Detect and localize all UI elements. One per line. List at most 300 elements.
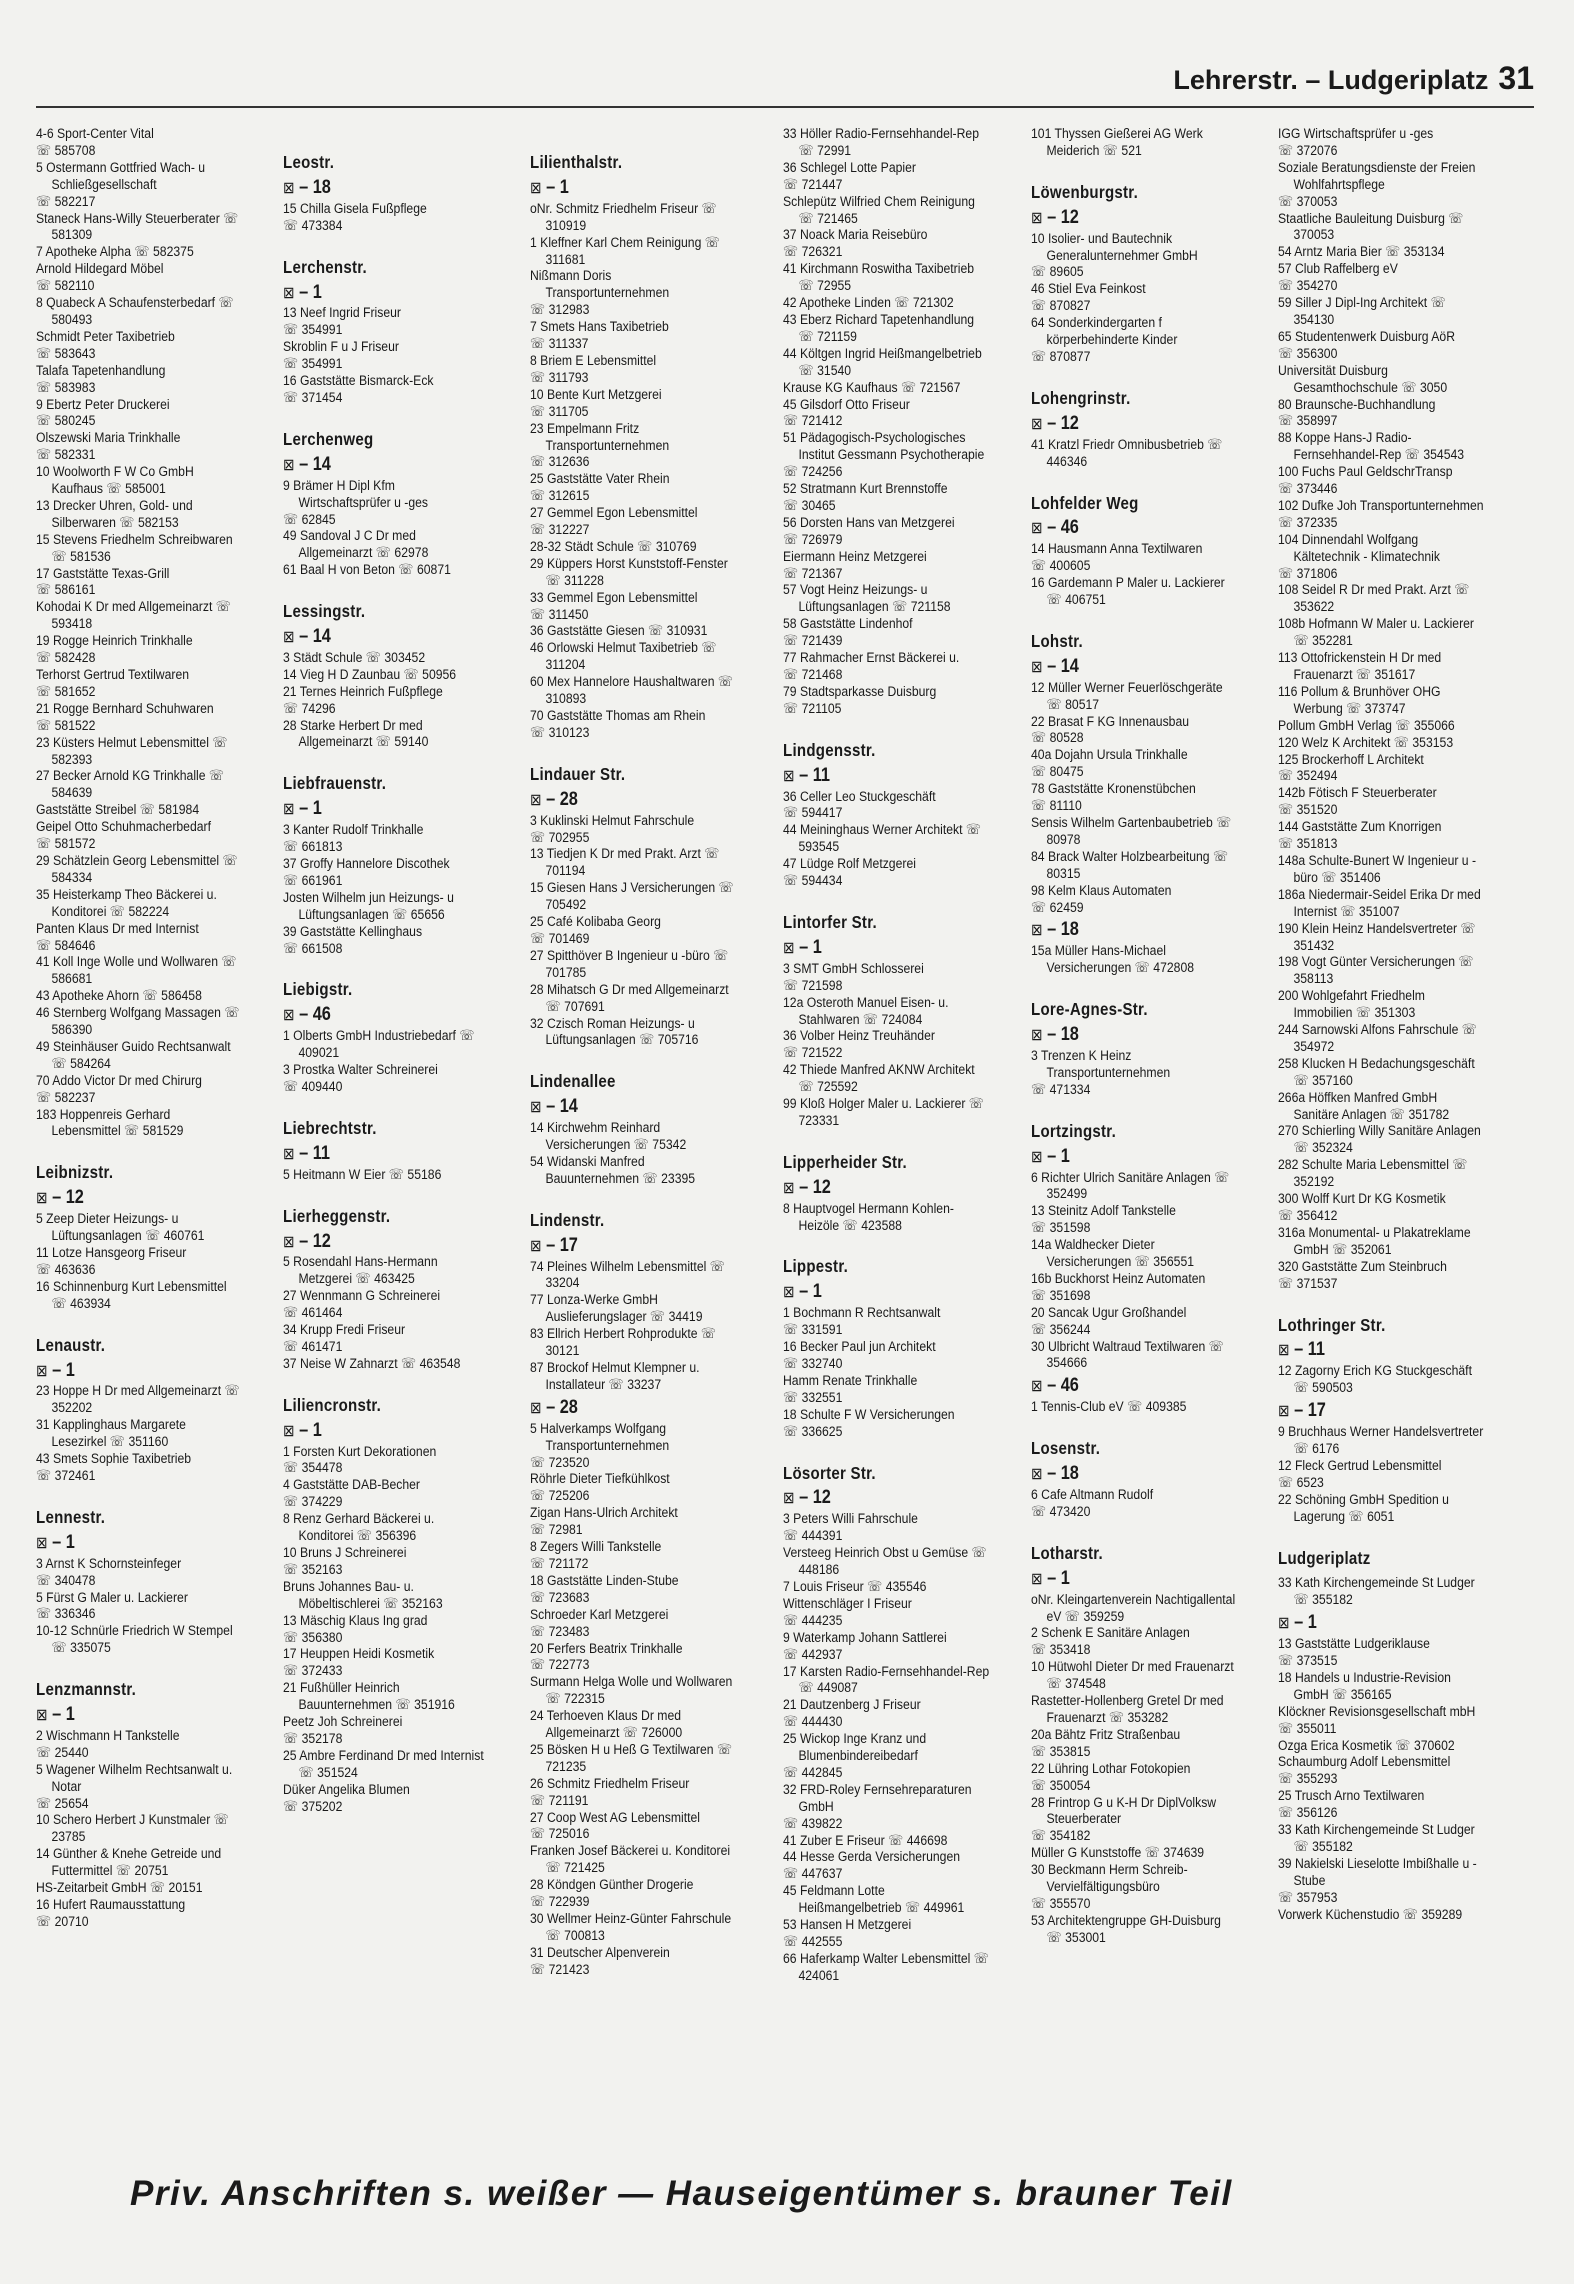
mail-icon: ⊠ <box>283 629 295 647</box>
directory-entry: Gaststätte Streibel ☏ 581984 <box>36 802 200 819</box>
zone-number: 46 <box>1060 517 1079 539</box>
directory-entry: Geipel Otto Schuhmacherbedarf <box>36 819 211 836</box>
zone-number: 12 <box>812 1487 831 1509</box>
directory-entry: ☏ 581652 <box>36 683 96 700</box>
directory-entry: 10 Hütwohl Dieter Dr med Frauenarzt ☏ 374548 <box>1031 1659 1234 1693</box>
mail-icon: ⊠ <box>1031 209 1043 227</box>
directory-entry: oNr. Kleingartenverein Nachtigallental eV ☏ 359259 <box>1031 1591 1236 1625</box>
directory-entry: 15 Chilla Gisela Fußpflege <box>283 200 427 217</box>
mail-icon: ⊠ <box>530 1099 542 1117</box>
directory-entry: 25 Wickop Inge Kranz und Blumenbindereibedarf <box>783 1731 927 1765</box>
street-heading: Lenzmannstr. <box>36 1679 137 1700</box>
directory-entry: Surmann Helga Wolle und Wollwaren ☏ 722315 <box>530 1674 733 1708</box>
column-1 <box>36 126 242 1931</box>
zone-dash: – <box>47 1531 66 1553</box>
street-heading: Lotharstr. <box>1031 1542 1103 1563</box>
directory-entry: 17 Karsten Radio-Fernsehhandel-Rep ☏ 449087 <box>783 1663 990 1697</box>
zone-dash: – <box>1289 1339 1308 1361</box>
postal-zone <box>1278 1400 1484 1422</box>
directory-entry: ☏ 463636 <box>36 1261 96 1278</box>
directory-entry: ☏ 370053 <box>1278 193 1338 210</box>
street-heading: Losenstr. <box>1031 1438 1101 1459</box>
directory-entry: 22 Brasat F KG Innenausbau <box>1031 713 1190 730</box>
directory-entry: 52 Stratmann Kurt Brennstoffe <box>783 481 948 498</box>
zone-dash: – <box>1042 919 1061 941</box>
postal-zone <box>530 1396 736 1418</box>
directory-entry: 125 Brockerhoff L Architekt <box>1278 751 1424 768</box>
directory-entry: 33 Gemmel Egon Lebensmittel <box>530 589 698 606</box>
directory-entry: ☏ 721468 <box>783 667 843 683</box>
directory-entry: 108b Hofmann W Maler u. Lackierer ☏ 352281 <box>1278 616 1474 650</box>
directory-entry: 21 Ternes Heinrich Fußpflege <box>283 683 443 700</box>
directory-entry: ☏ 351520 <box>1278 802 1338 819</box>
directory-entry: ☏ 352494 <box>1278 768 1338 785</box>
column-5 <box>1031 126 1237 1947</box>
directory-entry: 44 Meininghaus Werner Architekt ☏ 593545 <box>783 822 982 856</box>
postal-zone <box>283 176 489 198</box>
directory-entry: 14 Kirchwehm Reinhard Versicherungen ☏ 75342 <box>530 1120 687 1154</box>
street-heading: Lenaustr. <box>36 1334 106 1355</box>
directory-entry: 23 Hoppe H Dr med Allgemeinarzt ☏ 352202 <box>36 1383 240 1417</box>
directory-entry: 1 Kleffner Karl Chem Reinigung ☏ 311681 <box>530 234 721 268</box>
zone-dash: – <box>541 788 560 810</box>
directory-entry: ☏ 372335 <box>1278 514 1338 531</box>
directory-entry: ☏ 371454 <box>283 389 343 406</box>
directory-entry: ☏ 726979 <box>783 531 843 548</box>
directory-entry: 27 Spitthöver B Ingenieur u -büro ☏ 701785 <box>530 947 729 981</box>
mail-icon: ⊠ <box>783 939 795 957</box>
directory-entry: 6 Richter Ulrich Sanitäre Anlagen ☏ 352499 <box>1031 1169 1230 1203</box>
zone-number: 28 <box>559 788 578 810</box>
mail-icon: ⊠ <box>283 1233 295 1251</box>
directory-entry: 84 Brack Walter Holzbearbeitung ☏ 80315 <box>1031 848 1229 882</box>
directory-entry: ☏ 473420 <box>1031 1503 1091 1520</box>
directory-entry: Müller G Kunststoffe ☏ 374639 <box>1031 1845 1205 1862</box>
zone-dash: – <box>541 1396 560 1418</box>
directory-entry: HS-Zeitarbeit GmbH ☏ 20151 <box>36 1880 203 1897</box>
directory-entry: Zigan Hans-Ulrich Architekt <box>530 1505 678 1522</box>
directory-entry: 29 Küppers Horst Kunststoff-Fenster ☏ 311228 <box>530 555 728 589</box>
directory-entry: 3 Prostka Walter Schreinerei <box>283 1062 438 1079</box>
directory-entry: 40a Dojahn Ursula Trinkhalle <box>1031 747 1188 764</box>
directory-entry: 41 Zuber E Friseur ☏ 446698 <box>783 1832 948 1849</box>
directory-entry: Talafa Tapetenhandlung <box>36 362 166 379</box>
street-heading: Lore-Agnes-Str. <box>1031 999 1148 1020</box>
directory-entry: 47 Lüdge Rolf Metzgerei <box>783 856 916 873</box>
directory-entry: Soziale Beratungsdienste der Freien Wohlfahrtspflege <box>1278 159 1476 193</box>
directory-entry: Kohodai K Dr med Allgemeinarzt ☏ 593418 <box>36 599 231 633</box>
postal-zone <box>1031 919 1237 941</box>
directory-entry: 12 Müller Werner Feuerlöschgeräte ☏ 80517 <box>1031 679 1223 713</box>
mail-icon: ⊠ <box>283 284 295 302</box>
directory-entry: 34 Krupp Fredi Friseur <box>283 1322 406 1339</box>
street-heading: Lippestr. <box>783 1256 849 1277</box>
zone-number: 1 <box>559 176 569 198</box>
directory-entry: 41 Kratzl Friedr Omnibusbetrieb ☏ 446346 <box>1031 436 1223 470</box>
directory-entry: 14 Hausmann Anna Textilwaren <box>1031 541 1203 558</box>
directory-entry: 25 Trusch Arno Textilwaren <box>1278 1788 1425 1805</box>
directory-entry: IGG Wirtschaftsprüfer u -ges <box>1278 126 1434 142</box>
directory-entry: ☏ 62845 <box>283 511 336 528</box>
directory-entry: Ozga Erica Kosmetik ☏ 370602 <box>1278 1737 1455 1754</box>
directory-entry: 13 Drecker Uhren, Gold- und Silberwaren ☏ 582153 <box>36 497 193 531</box>
directory-entry: ☏ 354991 <box>283 322 343 339</box>
directory-entry: 3 Peters Willi Fahrschule <box>783 1511 918 1528</box>
directory-entry: 14 Günther & Knehe Getreide und Futtermittel ☏ 20751 <box>36 1846 222 1880</box>
directory-entry: 9 Waterkamp Johann Sattlerei <box>783 1629 947 1646</box>
directory-entry: ☏ 353815 <box>1031 1743 1091 1760</box>
directory-entry: 26 Schmitz Friedhelm Friseur <box>530 1775 690 1792</box>
directory-entry: ☏ 721447 <box>783 176 843 193</box>
directory-entry: ☏ 721412 <box>783 413 843 430</box>
directory-entry: 116 Pollum & Brunhöver OHG Werbung ☏ 373747 <box>1278 683 1441 717</box>
directory-entry: Versteeg Heinrich Obst u Gemüse ☏ 448186 <box>783 1545 987 1579</box>
directory-entry: ☏ 62459 <box>1031 899 1084 916</box>
directory-entry: 16 Becker Paul jun Architekt <box>783 1339 936 1356</box>
postal-zone <box>1031 1567 1237 1589</box>
postal-zone <box>283 281 489 303</box>
directory-entry: Peetz Joh Schreinerei <box>283 1714 403 1731</box>
mail-icon: ⊠ <box>36 1534 48 1552</box>
mail-icon: ⊠ <box>1031 520 1043 538</box>
directory-entry: 8 Zegers Willi Tankstelle <box>530 1539 662 1556</box>
directory-entry: 33 Kath Kirchengemeinde St Ludger ☏ 355182 <box>1278 1822 1475 1855</box>
directory-entry: ☏ 661961 <box>283 872 343 889</box>
directory-entry: ☏ 310123 <box>530 724 590 741</box>
directory-entry: 8 Hauptvogel Hermann Kohlen-Heizöle ☏ 423588 <box>783 1200 954 1234</box>
directory-entry: ☏ 25440 <box>36 1744 89 1761</box>
zone-number: 18 <box>1060 919 1079 941</box>
page-title <box>1173 60 1534 97</box>
directory-entry: 20 Sancak Ugur Großhandel <box>1031 1304 1187 1321</box>
directory-entry: 28 Starke Herbert Dr med Allgemeinarzt ☏ 59140 <box>283 717 429 751</box>
postal-zone <box>530 1234 736 1256</box>
zone-dash: – <box>794 1176 813 1198</box>
directory-entry: ☏ 726321 <box>783 244 843 261</box>
zone-dash: – <box>1042 206 1061 228</box>
street-heading: Leibnizstr. <box>36 1162 114 1183</box>
directory-entry: 3 SMT GmbH Schlosserei <box>783 960 924 977</box>
zone-number: 14 <box>559 1096 578 1118</box>
directory-entry: 258 Klucken H Bedachungsgeschäft ☏ 357160 <box>1278 1055 1475 1089</box>
directory-entry: ☏ 331591 <box>783 1322 843 1339</box>
directory-entry: ☏ 332551 <box>783 1389 843 1406</box>
directory-entry: ☏ 400605 <box>1031 558 1091 575</box>
directory-entry: ☏ 722773 <box>530 1657 590 1674</box>
directory-entry: 3 Kanter Rudolf Trinkhalle <box>283 822 424 839</box>
directory-entry: 5 Wagener Wilhelm Rechtsanwalt u. Notar <box>36 1761 233 1795</box>
mail-icon: ⊠ <box>530 1399 542 1417</box>
directory-entry: 13 Gaststätte Ludgeriklause <box>1278 1636 1430 1653</box>
directory-entry: ☏ 336346 <box>36 1606 96 1623</box>
street-heading: Lennestr. <box>36 1506 106 1527</box>
column-6 <box>1278 126 1484 1924</box>
directory-entry: ☏ 336625 <box>783 1423 843 1440</box>
directory-entry: 70 Addo Victor Dr med Chirurg <box>36 1072 202 1089</box>
zone-dash: – <box>1042 517 1061 539</box>
directory-entry: ☏ 354478 <box>283 1460 343 1477</box>
directory-entry: Vorwerk Küchenstudio ☏ 359289 <box>1278 1906 1463 1923</box>
directory-entry: 27 Gemmel Egon Lebensmittel <box>530 505 698 522</box>
zone-dash: – <box>1042 1567 1061 1589</box>
directory-entry: ☏ 311450 <box>530 606 589 623</box>
zone-dash: – <box>1289 1612 1308 1634</box>
zone-number: 17 <box>559 1234 578 1256</box>
directory-entry: 37 Groffy Hannelore Discothek <box>283 856 450 872</box>
directory-entry: 3 Kuklinski Helmut Fahrschule <box>530 812 695 829</box>
directory-entry: 183 Hoppenreis Gerhard Lebensmittel ☏ 581529 <box>36 1106 184 1140</box>
directory-entry: 80 Braunsche-Buchhandlung <box>1278 396 1436 413</box>
directory-entry: ☏ 444235 <box>783 1612 843 1629</box>
directory-entry: ☏ 409440 <box>283 1078 343 1095</box>
directory-entry: 21 Fußhüller Heinrich Bauunternehmen ☏ 351916 <box>283 1680 455 1714</box>
zone-number: 14 <box>1060 655 1079 677</box>
directory-entry: 23 Empelmann Fritz Transportunternehmen <box>530 420 670 454</box>
zone-dash: – <box>794 936 813 958</box>
directory-entry: 101 Thyssen Gießerei AG Werk Meiderich ☏ 521 <box>1031 126 1203 159</box>
directory-entry: 46 Sternberg Wolfgang Massagen ☏ 586390 <box>36 1005 240 1039</box>
mail-icon: ⊠ <box>283 1145 295 1163</box>
directory-entry: ☏ 312636 <box>530 454 590 471</box>
zone-dash: – <box>1042 1024 1061 1046</box>
directory-entry: Klöckner Revisionsgesellschaft mbH <box>1278 1703 1476 1720</box>
directory-entry: 22 Lühring Lothar Fotokopien <box>1031 1760 1191 1777</box>
mail-icon: ⊠ <box>1031 1466 1043 1484</box>
directory-entry: 8 Quabeck A Schaufensterbedarf ☏ 580493 <box>36 295 234 328</box>
directory-entry: 17 Gaststätte Texas-Grill <box>36 565 170 582</box>
street-heading: Lessingstr. <box>283 601 366 622</box>
zone-number: 14 <box>312 626 331 648</box>
directory-entry: Rastetter-Hollenberg Gretel Dr med Frauenarzt ☏ 353282 <box>1031 1693 1224 1726</box>
directory-entry: 36 Volber Heinz Treuhänder <box>783 1028 935 1045</box>
directory-entry: 54 Arntz Maria Bier ☏ 353134 <box>1278 244 1445 261</box>
zone-dash: – <box>294 798 313 820</box>
directory-entry: 78 Gaststätte Kronenstübchen <box>1031 781 1196 798</box>
directory-entry: 36 Celler Leo Stuckgeschäft <box>783 788 936 805</box>
zone-dash: – <box>1042 412 1061 434</box>
directory-entry: 53 Hansen H Metzgerei <box>783 1917 912 1934</box>
directory-entry: 57 Vogt Heinz Heizungs- u Lüftungsanlagen ☏ 721158 <box>783 582 951 616</box>
mail-icon: ⊠ <box>1031 922 1043 940</box>
directory-entry: 7 Smets Hans Taxibetrieb <box>530 319 669 336</box>
directory-entry: 190 Klein Heinz Handelsvertreter ☏ 351432 <box>1278 920 1476 954</box>
directory-entry: Bruns Johannes Bau- u. Möbeltischlerei ☏ 352163 <box>283 1578 443 1612</box>
directory-entry: 12a Osteroth Manuel Eisen- u. Stahlwaren ☏ 724084 <box>783 994 949 1028</box>
postal-zone <box>530 788 736 810</box>
directory-entry: ☏ 725016 <box>530 1826 590 1843</box>
directory-entry: 28-32 Städt Schule ☏ 310769 <box>530 538 697 555</box>
postal-zone <box>1031 1024 1237 1046</box>
directory-entry: 24 Terhoeven Klaus Dr med Allgemeinarzt ☏ 726000 <box>530 1708 683 1742</box>
mail-icon: ⊠ <box>36 1707 48 1725</box>
street-heading: Lohfelder Weg <box>1031 492 1139 513</box>
directory-columns <box>36 126 1536 2156</box>
postal-zone <box>1031 517 1237 539</box>
footer-note: Priv. Anschriften s. weißer — Hauseigentümer s. brauner Teil <box>130 2174 1233 2213</box>
directory-entry: ☏ 580245 <box>36 413 96 430</box>
directory-entry: 74 Pleines Wilhelm Lebensmittel ☏ 33204 <box>530 1258 725 1292</box>
directory-entry: ☏ 582331 <box>36 447 96 464</box>
zone-number: 1 <box>312 281 322 303</box>
directory-entry: 31 Deutscher Alpenverein <box>530 1944 670 1961</box>
directory-entry: 18 Schulte F W Versicherungen <box>783 1406 955 1423</box>
directory-entry: 28 Köndgen Günther Drogerie <box>530 1877 694 1894</box>
postal-zone <box>1031 412 1237 434</box>
directory-entry: ☏ 442555 <box>783 1934 843 1950</box>
mail-icon: ⊠ <box>530 791 542 809</box>
directory-entry: ☏ 312615 <box>530 488 590 505</box>
directory-entry: 10 Schero Herbert J Kunstmaler ☏ 23785 <box>36 1812 229 1846</box>
mail-icon: ⊠ <box>530 179 542 197</box>
zone-dash: – <box>794 1487 813 1509</box>
directory-entry: 5 Fürst G Maler u. Lackierer <box>36 1589 188 1606</box>
directory-entry: Skroblin F u J Friseur <box>283 339 399 356</box>
directory-entry: ☏ 870877 <box>1031 348 1091 365</box>
directory-entry: ☏ 311793 <box>530 369 589 386</box>
directory-entry: 120 Welz K Architekt ☏ 353153 <box>1278 734 1454 751</box>
postal-zone <box>283 1004 489 1026</box>
street-heading: Lindgensstr. <box>783 739 876 760</box>
directory-entry: ☏ 355011 <box>1278 1720 1337 1737</box>
directory-entry: 15 Stevens Friedhelm Schreibwaren ☏ 581536 <box>36 531 233 565</box>
directory-entry: 12 Fleck Gertrud Lebensmittel <box>1278 1457 1442 1474</box>
directory-entry: ☏ 355570 <box>1031 1895 1091 1912</box>
directory-entry: 2 Schenk E Sanitäre Anlagen <box>1031 1625 1190 1642</box>
zone-number: 18 <box>1060 1024 1079 1046</box>
column-4 <box>783 126 989 1985</box>
directory-entry: 28 Mihatsch G Dr med Allgemeinarzt ☏ 707691 <box>530 981 729 1015</box>
zone-dash: – <box>294 1419 313 1441</box>
zone-number: 1 <box>65 1531 75 1553</box>
directory-entry: 14a Waldhecker Dieter Versicherungen ☏ 356551 <box>1031 1237 1195 1271</box>
directory-entry: 16b Buckhorst Heinz Automaten <box>1031 1270 1206 1287</box>
postal-zone <box>783 764 989 786</box>
directory-entry: ☏ 72981 <box>530 1522 583 1539</box>
directory-entry: Terhorst Gertrud Textilwaren <box>36 667 190 683</box>
directory-entry: ☏ 20710 <box>36 1913 89 1930</box>
zone-number: 1 <box>65 1704 75 1726</box>
directory-entry: 13 Tiedjen K Dr med Prakt. Arzt ☏ 701194 <box>530 846 720 880</box>
postal-zone <box>783 1176 989 1198</box>
directory-entry: ☏ 354991 <box>283 356 343 373</box>
directory-entry: 282 Schulte Maria Lebensmittel ☏ 352192 <box>1278 1157 1468 1191</box>
directory-entry: 12 Zagorny Erich KG Stuckgeschäft ☏ 590503 <box>1278 1363 1472 1397</box>
street-heading: Löwenburgstr. <box>1031 181 1139 202</box>
zone-number: 1 <box>812 936 822 958</box>
directory-entry: 10 Bruns J Schreinerei <box>283 1545 407 1561</box>
zone-number: 12 <box>1060 206 1079 228</box>
postal-zone <box>783 936 989 958</box>
postal-zone <box>36 1187 242 1209</box>
directory-entry: ☏ 701469 <box>530 930 590 947</box>
zone-number: 11 <box>312 1142 330 1164</box>
directory-entry: 8 Briem E Lebensmittel <box>530 352 657 369</box>
zone-number: 46 <box>1060 1375 1079 1397</box>
directory-entry: 5 Ostermann Gottfried Wach- u Schließgesellschaft <box>36 159 206 193</box>
zone-dash: – <box>47 1187 66 1209</box>
directory-entry: ☏ 582217 <box>36 193 96 210</box>
directory-entry: 70 Gaststätte Thomas am Rhein <box>530 708 706 724</box>
zone-number: 12 <box>65 1187 84 1209</box>
directory-entry: ☏ 353418 <box>1031 1642 1091 1659</box>
directory-entry: 56 Dorsten Hans van Metzgerei <box>783 514 955 531</box>
directory-entry: Staatliche Bauleitung Duisburg ☏ 370053 <box>1278 210 1464 244</box>
postal-zone <box>530 176 736 198</box>
directory-entry: 65 Studentenwerk Duisburg AöR <box>1278 328 1456 345</box>
street-heading: Liebfrauenstr. <box>283 773 387 794</box>
directory-entry: 36 Schlegel Lotte Papier <box>783 159 916 176</box>
directory-entry: 13 Steinitz Adolf Tankstelle <box>1031 1203 1176 1220</box>
directory-entry: ☏ 6523 <box>1278 1474 1324 1491</box>
directory-entry: ☏ 585708 <box>36 142 96 159</box>
directory-entry: ☏ 721105 <box>783 700 842 717</box>
directory-entry: 37 Neise W Zahnarzt ☏ 463548 <box>283 1355 461 1372</box>
directory-entry: ☏ 471334 <box>1031 1081 1091 1098</box>
postal-zone <box>530 1096 736 1118</box>
directory-entry: 6 Cafe Altmann Rudolf <box>1031 1487 1154 1503</box>
zone-dash: – <box>1042 1463 1061 1485</box>
directory-entry: 30 Ulbricht Waltraud Textilwaren ☏ 354666 <box>1031 1338 1224 1372</box>
directory-entry: 198 Vogt Günter Versicherungen ☏ 358113 <box>1278 954 1474 988</box>
directory-entry: 77 Rahmacher Ernst Bäckerei u. <box>783 650 960 667</box>
directory-entry: ☏ 354182 <box>1031 1828 1091 1845</box>
directory-entry: ☏ 582110 <box>36 278 95 295</box>
mail-icon: ⊠ <box>283 1007 295 1025</box>
directory-entry: 33 Höller Radio-Fernsehhandel-Rep ☏ 72991 <box>783 126 980 159</box>
zone-dash: – <box>294 626 313 648</box>
directory-entry: ☏ 332740 <box>783 1356 843 1372</box>
directory-entry: 98 Kelm Klaus Automaten <box>1031 882 1172 899</box>
directory-entry: ☏ 356380 <box>283 1629 343 1646</box>
postal-zone <box>783 1281 989 1303</box>
mail-icon: ⊠ <box>783 1284 795 1302</box>
directory-entry: ☏ 447637 <box>783 1866 843 1883</box>
directory-entry: ☏ 355293 <box>1278 1771 1338 1788</box>
postal-zone <box>283 1230 489 1252</box>
directory-entry: Franken Josef Bäckerei u. Konditorei ☏ 721425 <box>530 1843 731 1877</box>
mail-icon: ⊠ <box>36 1190 48 1208</box>
directory-entry: 27 Coop West AG Lebensmittel <box>530 1809 701 1826</box>
directory-entry: 30 Beckmann Herm Schreib-Vervielfältigungsbüro <box>1031 1862 1188 1896</box>
directory-entry: ☏ 584646 <box>36 937 96 954</box>
directory-entry: 45 Gilsdorf Otto Friseur <box>783 396 910 413</box>
directory-entry: ☏ 356412 <box>1278 1208 1338 1224</box>
zone-number: 1 <box>812 1281 822 1303</box>
directory-entry: ☏ 357953 <box>1278 1889 1338 1906</box>
postal-zone <box>283 1419 489 1441</box>
street-heading: Ludgeriplatz <box>1278 1547 1371 1568</box>
directory-entry: Eiermann Heinz Metzgerei <box>783 548 927 565</box>
directory-entry: 7 Apotheke Alpha ☏ 582375 <box>36 244 194 261</box>
zone-number: 12 <box>312 1230 331 1252</box>
directory-entry: ☏ 375202 <box>283 1798 343 1815</box>
directory-entry: 144 Gaststätte Zum Knorrigen <box>1278 819 1442 836</box>
directory-entry: ☏ 442937 <box>783 1646 843 1663</box>
street-heading: Liebigstr. <box>283 979 353 1000</box>
directory-entry: 9 Brämer H Dipl Kfm Wirtschaftsprüfer u -ges <box>283 477 428 511</box>
directory-entry: ☏ 352178 <box>283 1730 343 1747</box>
directory-entry: Düker Angelika Blumen <box>283 1781 410 1798</box>
postal-zone <box>1031 1375 1237 1397</box>
directory-entry: 13 Neef Ingrid Friseur <box>283 305 402 322</box>
directory-entry: ☏ 312983 <box>530 302 590 319</box>
postal-zone <box>283 798 489 820</box>
directory-entry: ☏ 351813 <box>1278 836 1338 853</box>
zone-dash: – <box>294 176 313 198</box>
directory-entry: ☏ 444430 <box>783 1714 843 1731</box>
street-heading: Leostr. <box>283 152 335 172</box>
directory-entry: 23 Küsters Helmut Lebensmittel ☏ 582393 <box>36 734 228 768</box>
